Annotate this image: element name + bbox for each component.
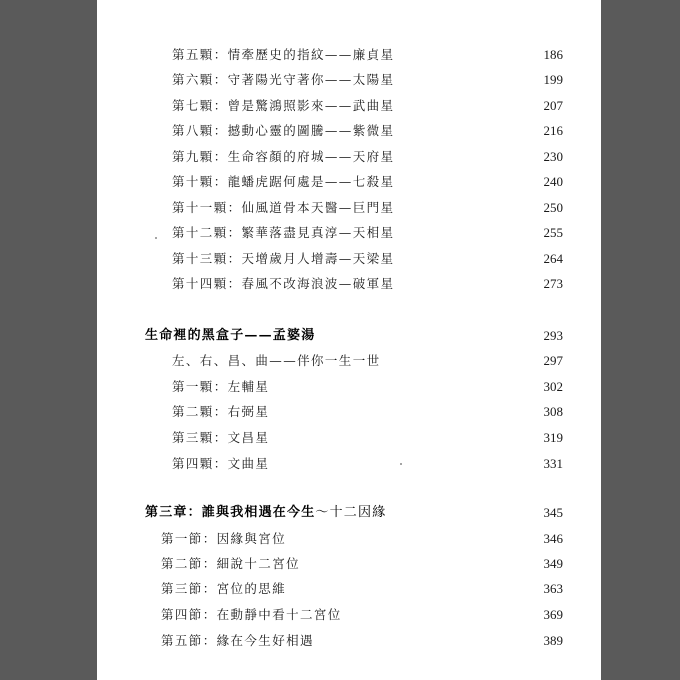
toc-entry-page: 230 [543,149,563,164]
toc-entry[interactable] [97,223,601,243]
toc-chapter-heading[interactable] [97,503,601,523]
toc-entry[interactable] [97,579,601,599]
toc-entry[interactable] [97,121,601,141]
toc-entry[interactable] [97,351,601,371]
toc-entry-page: 199 [543,72,563,87]
right-margin-shade [601,0,680,680]
toc-entry[interactable] [97,554,601,574]
toc-entry-title: 第十二顆：繁華落盡見真淳—天相星 [172,225,395,240]
toc-entry-page: 250 [543,200,563,215]
toc-entry-title: 第二節：細說十二宮位 [161,556,301,571]
toc-entry-page: 216 [543,123,563,138]
scan-speck [155,237,157,239]
toc-entry-page: 240 [543,174,563,189]
toc-entry[interactable] [97,454,601,474]
toc-entry[interactable] [97,45,601,65]
toc-entry-title: 第七顆：曾是驚鴻照影來——武曲星 [172,98,395,113]
toc-entry-page: 255 [543,225,563,240]
toc-entry-title: 左、右、昌、曲——伴你一生一世 [172,353,381,368]
toc-chapter-page: 345 [543,505,563,520]
toc-entry[interactable] [97,147,601,167]
toc-entry-title: 第六顆：守著陽光守著你——太陽星 [172,72,395,87]
left-margin-shade [0,0,97,680]
toc-entry-title: 第五節：緣在今生好相遇 [161,633,314,648]
toc-entry[interactable] [97,402,601,422]
toc-entry-title: 第十顆：龍蟠虎踞何處是——七殺星 [172,174,395,189]
toc-entry-title: 第八顆：撼動心靈的圖騰——紫微星 [172,123,395,138]
toc-entry[interactable] [97,96,601,116]
toc-entry-page: 308 [543,404,563,419]
toc-entry-title: 第九顆：生命容顏的府城——天府星 [172,149,395,164]
toc-entry-page: 349 [543,556,563,571]
toc-entry[interactable] [97,274,601,294]
toc-entry-page: 319 [543,430,563,445]
toc-chapter-title-rest: ～十二因緣 [315,505,387,520]
toc-heading-page: 293 [543,328,563,343]
scan-speck [400,463,402,465]
toc-entry-title: 第十四顆：春風不改海浪波—破軍星 [172,276,395,291]
toc-entry-title: 第三節：宮位的思維 [161,581,287,596]
toc-entry-page: 369 [543,607,563,622]
toc-entry[interactable] [97,172,601,192]
toc-entry-page: 363 [543,581,563,596]
toc-entry[interactable] [97,529,601,549]
toc-entry[interactable] [97,605,601,625]
toc-entry-title: 第一顆：左輔星 [172,379,270,394]
toc-section-heading[interactable] [97,326,601,346]
toc-entry-title: 第二顆：右弼星 [172,404,270,419]
toc-entry-title: 第三顆：文昌星 [172,430,270,445]
toc-entry-title: 第十一顆：仙風道骨本天醫—巨門星 [172,200,395,215]
toc-entry-title: 第四顆：文曲星 [172,456,270,471]
toc-entry-page: 264 [543,251,563,266]
toc-chapter-title [145,503,386,523]
toc-heading-title: 生命裡的黑盒子——孟婆湯 [145,328,316,343]
toc-entry-page: 346 [543,531,563,546]
toc-entry-page: 297 [543,353,563,368]
toc-entry[interactable] [97,70,601,90]
toc-entry-page: 302 [543,379,563,394]
toc-entry-title: 第一節：因緣與宮位 [161,531,287,546]
toc-entry[interactable] [97,198,601,218]
toc-entry-title: 第十三顆：天增歲月人增壽—天梁星 [172,251,395,266]
toc-entry[interactable] [97,377,601,397]
toc-entry-title: 第五顆：情牽歷史的指紋——廉貞星 [172,47,395,62]
toc-entry-page: 273 [543,276,563,291]
toc-entry-title: 第四節：在動靜中看十二宮位 [161,607,342,622]
toc-entry[interactable] [97,249,601,269]
toc-page [97,0,601,680]
toc-entry[interactable] [97,428,601,448]
toc-entry-page: 207 [543,98,563,113]
toc-entry-page: 331 [543,456,563,471]
toc-entry-page: 186 [543,47,563,62]
toc-entry[interactable] [97,631,601,651]
toc-entry-page: 389 [543,633,563,648]
toc-chapter-title-bold: 第三章：誰與我相遇在今生 [145,505,316,520]
